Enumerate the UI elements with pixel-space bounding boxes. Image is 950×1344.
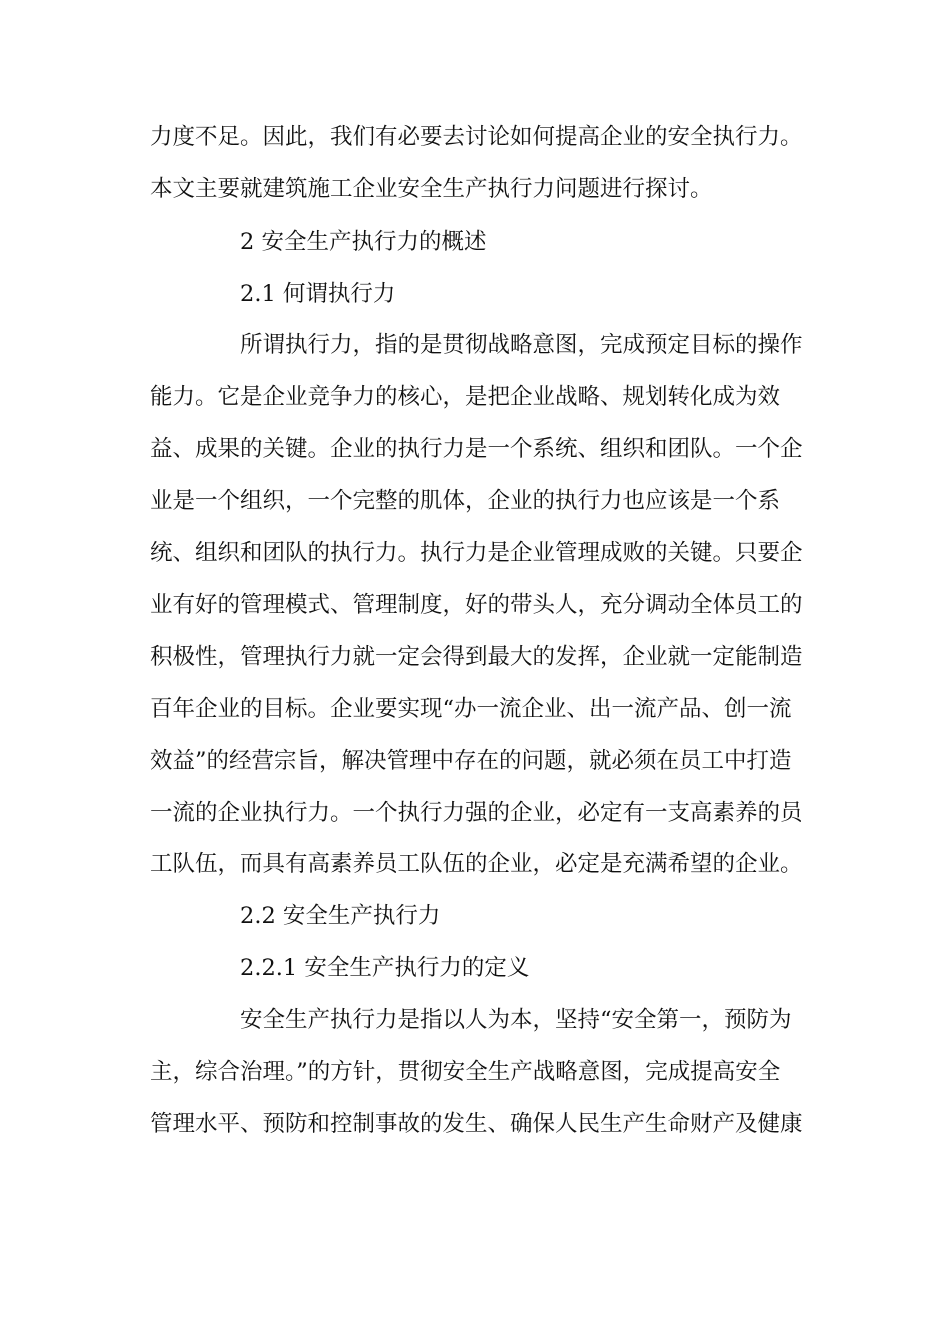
body-text-line: 百年企业的目标。企业要实现“办一流企业、出一流产品、创一流: [150, 696, 792, 722]
body-text-line: 本文主要就建筑施工企业安全生产执行力问题进行探讨。: [150, 176, 713, 202]
body-text-line: 效益”的经营宗旨，解决管理中存在的问题，就必须在员工中打造: [150, 748, 792, 774]
body-text-line: 工队伍，而具有高素养员工队伍的企业，必定是充满希望的企业。: [150, 851, 803, 877]
body-text-line: 管理水平、预防和控制事故的发生、确保人民生产生命财产及健康: [150, 1111, 803, 1137]
body-text-line: 一流的企业执行力。一个执行力强的企业，必定有一支高素养的员: [150, 800, 803, 826]
paragraph-first-line: 安全生产执行力是指以人为本，坚持“安全第一，预防为: [240, 1007, 792, 1033]
body-text-line: 主，综合治理。”的方针，贯彻安全生产战略意图，完成提高安全: [150, 1059, 781, 1085]
subsection-heading: 2.2 安全生产执行力: [240, 903, 441, 929]
body-text-line: 力度不足。因此，我们有必要去讨论如何提高企业的安全执行力。: [150, 124, 803, 150]
subsubsection-heading: 2.2.1 安全生产执行力的定义: [240, 955, 530, 981]
body-text-line: 能力。它是企业竞争力的核心，是把企业战略、规划转化成为效: [150, 384, 781, 410]
body-text-line: 益、成果的关键。企业的执行力是一个系统、组织和团队。一个企: [150, 436, 803, 462]
paragraph-first-line: 所谓执行力，指的是贯彻战略意图，完成预定目标的操作: [240, 332, 803, 358]
body-text-line: 业有好的管理模式、管理制度，好的带头人，充分调动全体员工的: [150, 592, 803, 618]
body-text-line: 统、组织和团队的执行力。执行力是企业管理成败的关键。只要企: [150, 540, 803, 566]
body-text-line: 积极性，管理执行力就一定会得到最大的发挥，企业就一定能制造: [150, 644, 803, 670]
subsection-heading: 2.1 何谓执行力: [240, 281, 396, 307]
section-heading: 2 安全生产执行力的概述: [240, 229, 487, 255]
body-text-line: 业是一个组织，一个完整的肌体，企业的执行力也应该是一个系: [150, 488, 781, 514]
